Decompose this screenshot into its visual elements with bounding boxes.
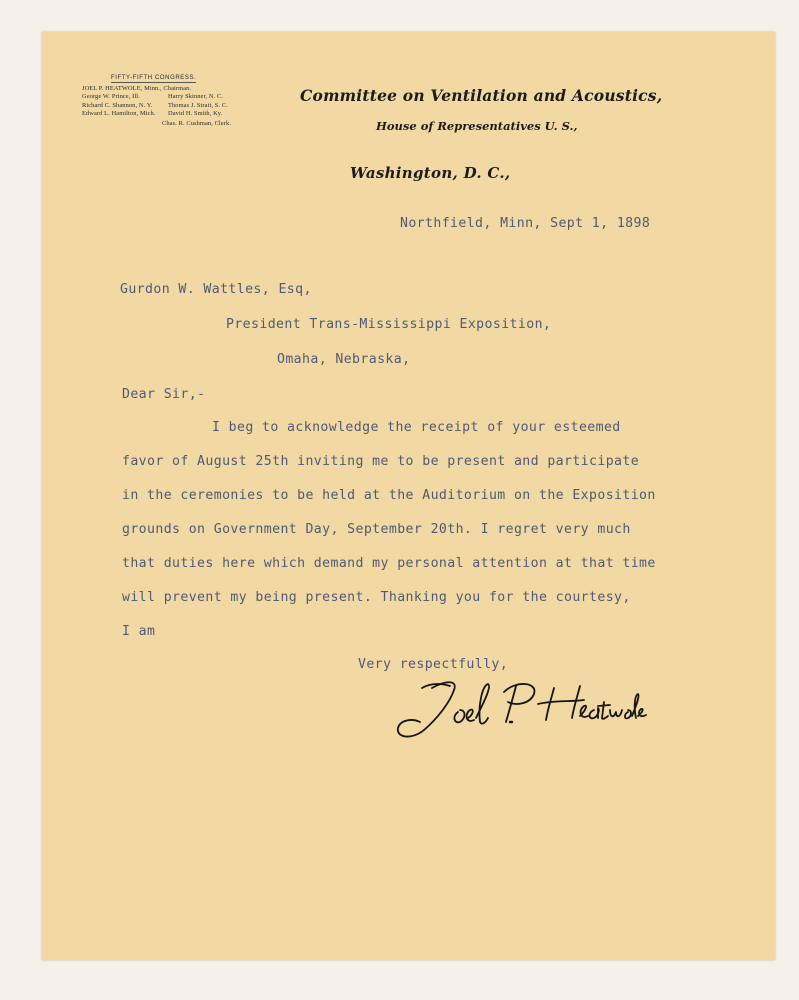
body-line: in the ceremonies to be held at the Auditorium on the Exposition [122, 488, 656, 503]
body-line: I am [122, 624, 156, 639]
member-row [82, 110, 262, 119]
congress-heading: FIFTY-FIFTH CONGRESS. [111, 75, 197, 81]
body-line: that duties here which demand my personal attention at that time [122, 556, 656, 571]
recipient-location: Omaha, Nebraska, [277, 352, 411, 367]
member-row [82, 85, 262, 94]
member-name: George W. Prince, Ill. [82, 93, 140, 100]
committee-title: Committee on Ventilation and Acoustics, [300, 86, 663, 105]
member-name: JOEL P. HEATWOLE, Minn., Chairman. [82, 84, 192, 92]
clerk-name: Chas. R. Cushman, Clerk. [162, 119, 231, 127]
salutation: Dear Sir,- [122, 387, 206, 402]
congress-member-list [82, 74, 262, 128]
member-name: Harry Skinner, N. C. [168, 93, 223, 100]
member-name: Thomas J. Strait, S. C. [168, 101, 228, 109]
recipient-name: Gurdon W. Wattles, Esq, [120, 282, 312, 297]
body-line: favor of August 25th inviting me to be present and participate [122, 454, 640, 469]
member-name: Richard C. Shannon, N. Y. [82, 101, 153, 109]
letter-page [42, 32, 775, 960]
house-subtitle: House of Representatives U. S., [376, 119, 578, 133]
body-line: I beg to acknowledge the receipt of your esteemed [212, 420, 621, 435]
recipient-title: President Trans-Mississippi Exposition, [226, 317, 552, 332]
member-row [82, 102, 262, 111]
city-heading: Washington, D. C., [350, 164, 511, 182]
closing: Very respectfully, [358, 657, 509, 672]
member-row [82, 93, 262, 102]
member-name: Edward L. Hamilton, Mich. [82, 110, 156, 117]
signature [388, 672, 648, 742]
body-line: grounds on Government Day, September 20th. I regret very much [122, 522, 631, 537]
letter-date: Northfield, Minn, Sept 1, 1898 [400, 216, 651, 231]
body-line: will prevent my being present. Thanking you for the courtesy, [122, 590, 631, 605]
member-name: David H. Smith, Ky. [168, 110, 223, 117]
